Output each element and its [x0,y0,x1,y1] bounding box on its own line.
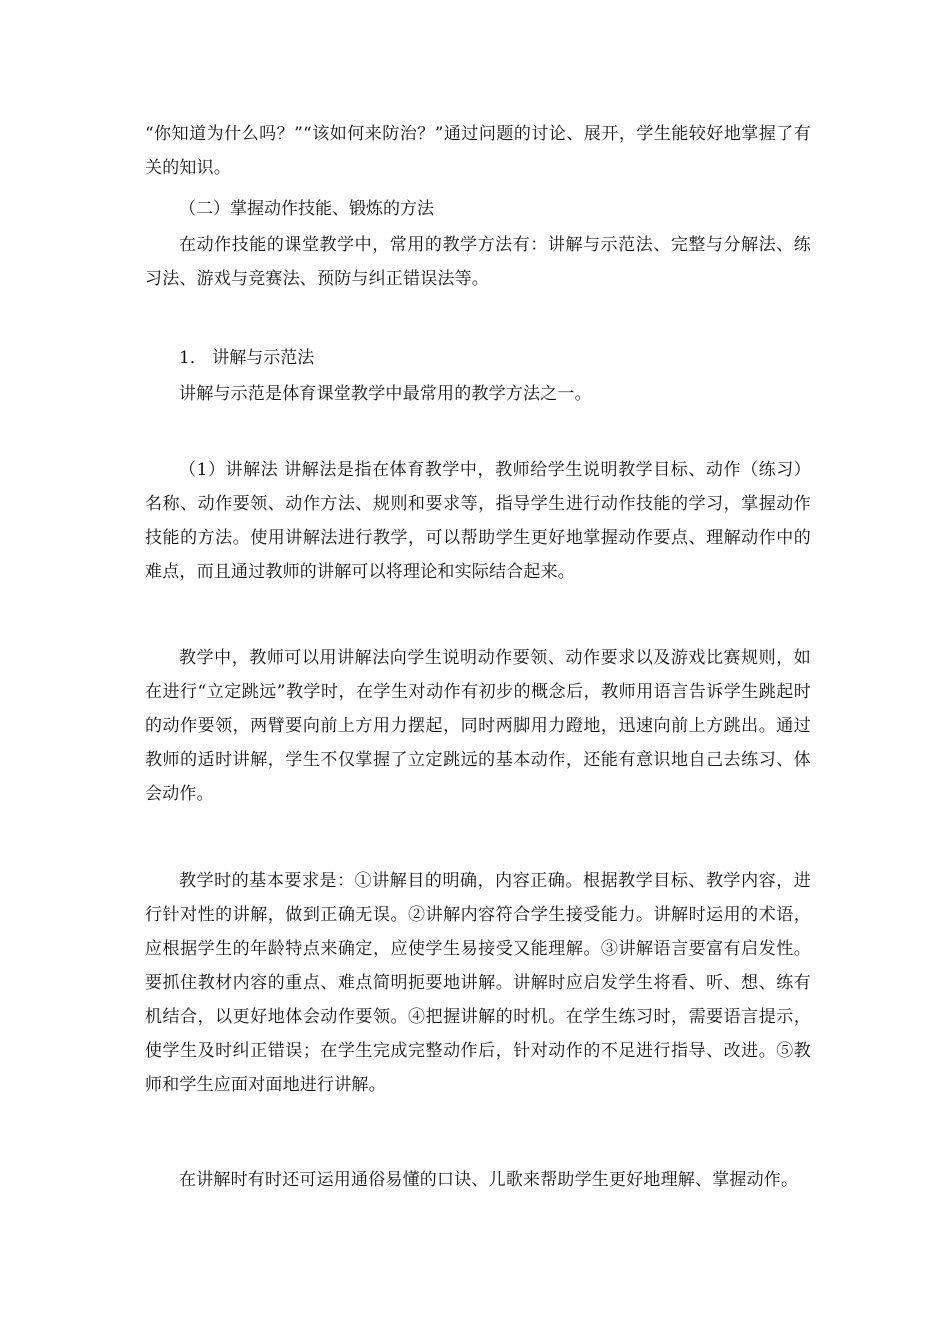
subsection-heading-explanation-demonstration: 1． 讲解与示范法 [179,348,315,368]
paragraph-question-discussion: “你知道为什么吗？”“该如何来防治？”通过问题的讨论、展开，学生能较好地掌握了有关的知识。 [145,124,811,178]
paragraph-explanation-intro: 讲解与示范是体育课堂教学中最常用的教学方法之一。 [179,384,592,404]
paragraph-basic-requirements: 教学时的基本要求是：①讲解目的明确，内容正确。根据教学目标、教学内容，进行针对性的讲解，做到正确无误。②讲解内容符合学生接受能力。讲解时运用的术语，应根据学生的年龄特点来确定，应使学生易接受又能理解。③讲解语言要富有启发性。要抓住教材内容的重点、难点简明扼要地讲解。讲解时应启发学生将看、听、想、练有机结合，以更好地体会动作要领。④把握讲解的时机。在学生练习时，需要语言提示，使学生及时纠正错误；在学生完成完整动作后，针对动作的不足进行指导、改进。⑤教师和学生应面对面地进行讲解。 [145,871,811,1095]
section-heading-motor-skills: （二）掌握动作技能、锻炼的方法 [179,199,434,219]
paragraph-explanation-method: （1）讲解法 讲解法是指在体育教学中，教师给学生说明教学目标、动作（练习）名称、动作要领、动作方法、规则和要求等，指导学生进行动作技能的学习，掌握动作技能的方法。使用讲解法进行教学，可以帮助学生更好地掌握动作要点、理解动作中的难点，而且通过教师的讲解可以将理论和实际结合起来。 [145,460,811,582]
paragraph-rhymes: 在讲解时有时还可运用通俗易懂的口诀、儿歌来帮助学生更好地理解、掌握动作。 [179,1170,799,1190]
paragraph-teaching-methods: 在动作技能的课堂教学中，常用的教学方法有：讲解与示范法、完整与分解法、练习法、游戏与竞赛法、预防与纠正错误法等。 [145,235,811,289]
paragraph-standing-long-jump: 教学中，教师可以用讲解法向学生说明动作要领、动作要求以及游戏比赛规则，如在进行“立定跳远”教学时，在学生对动作有初步的概念后，教师用语言告诉学生跳起时的动作要领，两臂要向前上方用力摆起，同时两脚用力蹬地，迅速向前上方跳出。通过教师的适时讲解，学生不仅掌握了立定跳远的基本动作，还能有意识地自己去练习、体会动作。 [145,648,811,804]
